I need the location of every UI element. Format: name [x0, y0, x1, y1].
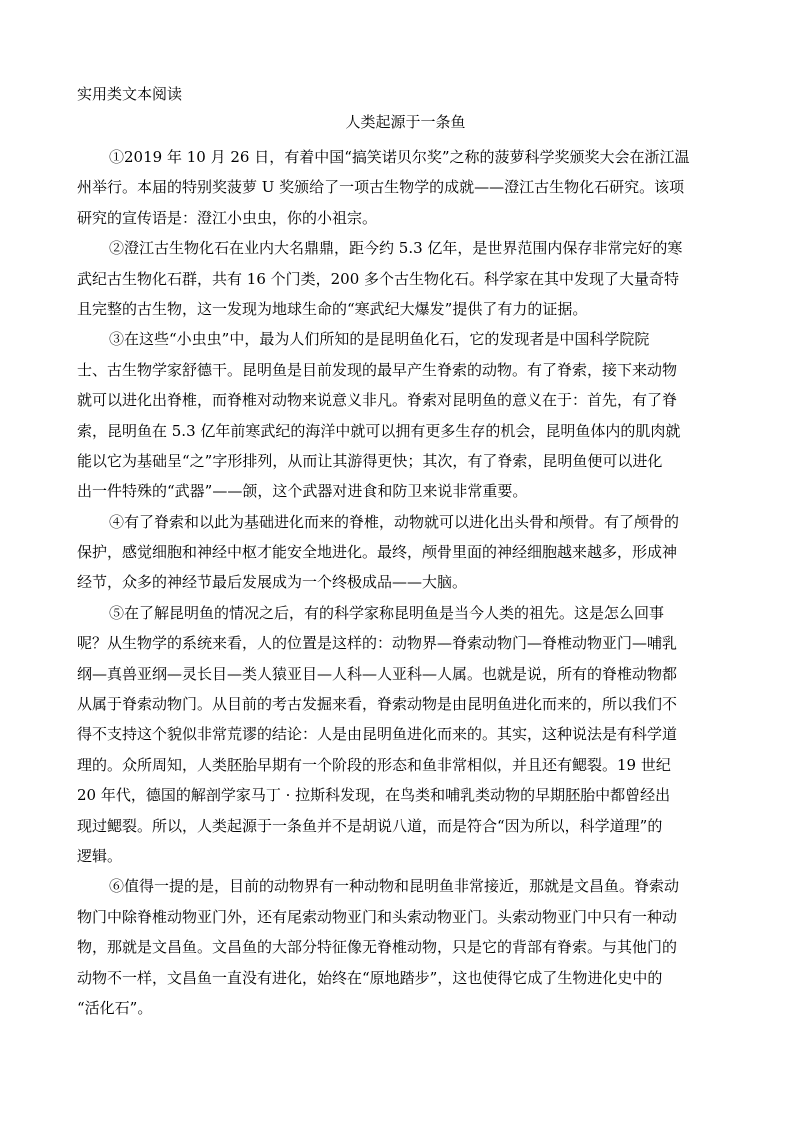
- text-line: 纲—真兽亚纲—灵长目—类人猿亚目—人科—人亚科—人属。也就是说，所有的脊椎动物都: [77, 664, 678, 683]
- text-line: ④有了脊索和以此为基础进化而来的脊椎，动物就可以进化出头骨和颅骨。有了颅骨的: [109, 512, 680, 531]
- text-line: 经节，众多的神经节最后发展成为一个终极成品——大脑。: [77, 573, 468, 592]
- text-line: ①2019 年 10 月 26 日，有着中国“搞笑诺贝尔奖”之称的菠萝科学奖颁奖大会在浙江温: [109, 148, 690, 166]
- text-line: 索，昆明鱼在 5.3 亿年前寒武纪的海洋中就可以拥有更多生存的机会，昆明鱼体内的肌肉就: [77, 421, 681, 440]
- text-line: 出一件特殊的“武器”——颌，这个武器对进食和防卫来说非常重要。: [77, 482, 528, 501]
- text-line: 且完整的古生物，这一发现为地球生命的“寒武纪大爆发”提供了有力的证据。: [77, 299, 588, 318]
- text-line: 20 年代，德国的解剖学家马丁 · 拉斯科发现，在鸟类和哺乳类动物的早期胚胎中都曾经出: [77, 786, 671, 805]
- text-line: 从属于脊索动物门。从目前的考古发掘来看，脊索动物是由昆明鱼进化而来的，所以我们不: [77, 695, 678, 714]
- section-label: 实用类文本阅读: [77, 85, 183, 103]
- text-line: 现过鳃裂。所以，人类起源于一条鱼并不是胡说八道，而是符合“因为所以，科学道理”的: [77, 816, 663, 835]
- text-line: ③在这些“小虫虫”中，最为人们所知的是昆明鱼化石，它的发现者是中国科学院院: [109, 330, 650, 349]
- text-line: 物，那就是文昌鱼。文昌鱼的大部分特征像无脊椎动物，只是它的背部有脊索。与其他门的: [77, 938, 678, 957]
- text-line: 物门中除脊椎动物亚门外，还有尾索动物亚门和头索动物亚门。头索动物亚门中只有一种动: [77, 907, 678, 926]
- text-line: ⑥值得一提的是，目前的动物界有一种动物和昆明鱼非常接近，那就是文昌鱼。脊索动: [109, 877, 680, 896]
- text-line: 就可以进化出脊椎，而脊椎对动物来说意义非凡。脊索对昆明鱼的意义在于：首先，有了脊: [77, 391, 678, 410]
- text-line: 武纪古生物化石群，共有 16 个门类，200 多个古生物化石。科学家在其中发现了大量奇特: [77, 269, 680, 288]
- text-line: 州举行。本届的特别奖菠萝 U 奖颁给了一项古生物学的成就——澄江古生物化石研究。该项: [77, 178, 685, 197]
- text-line: 能以它为基础呈“之”字形排列，从而让其游得更快；其次，有了脊索，昆明鱼便可以进化: [77, 451, 663, 470]
- text-line: ②澄江古生物化石在业内大名鼎鼎，距今约 5.3 亿年，是世界范围内保存非常完好的寒: [109, 239, 683, 258]
- text-line: 研究的宣传语是：澄江小虫虫，你的小祖宗。: [77, 208, 378, 227]
- text-line: 理的。众所周知，人类胚胎早期有一个阶段的形态和鱼非常相似，并且还有鳃裂。19 世纪: [77, 755, 671, 774]
- text-line: 呢？从生物学的系统来看，人的位置是这样的：动物界—脊索动物门—脊椎动物亚门—哺乳: [77, 634, 678, 653]
- paragraph-4: [77, 507, 719, 598]
- paragraph-3: [77, 324, 719, 506]
- paragraph-5: [77, 598, 719, 872]
- text-line: ⑤在了解昆明鱼的情况之后，有的科学家称昆明鱼是当今人类的祖先。这是怎么回事: [109, 603, 665, 622]
- text-line: 动物不一样，文昌鱼一直没有进化，始终在“原地踏步”，这也使得它成了生物进化史中的: [77, 968, 663, 987]
- paragraph-6: [77, 871, 719, 1023]
- text-line: 得不支持这个貌似非常荒谬的结论：人是由昆明鱼进化而来的。其实，这种说法是有科学道: [77, 725, 678, 744]
- text-line: “活化石”。: [77, 998, 153, 1017]
- article-title: 人类起源于一条鱼: [345, 113, 466, 131]
- paragraph-2: [77, 233, 719, 324]
- text-line: 士、古生物学家舒德干。昆明鱼是目前发现的最早产生脊索的动物。有了脊索，接下来动物: [77, 360, 678, 379]
- article-body: [77, 142, 719, 1023]
- text-line: 逻辑。: [77, 846, 123, 865]
- paragraph-1: [77, 142, 719, 233]
- text-line: 保护，感觉细胞和神经中枢才能安全地进化。最终，颅骨里面的神经细胞越来越多，形成神: [77, 543, 678, 562]
